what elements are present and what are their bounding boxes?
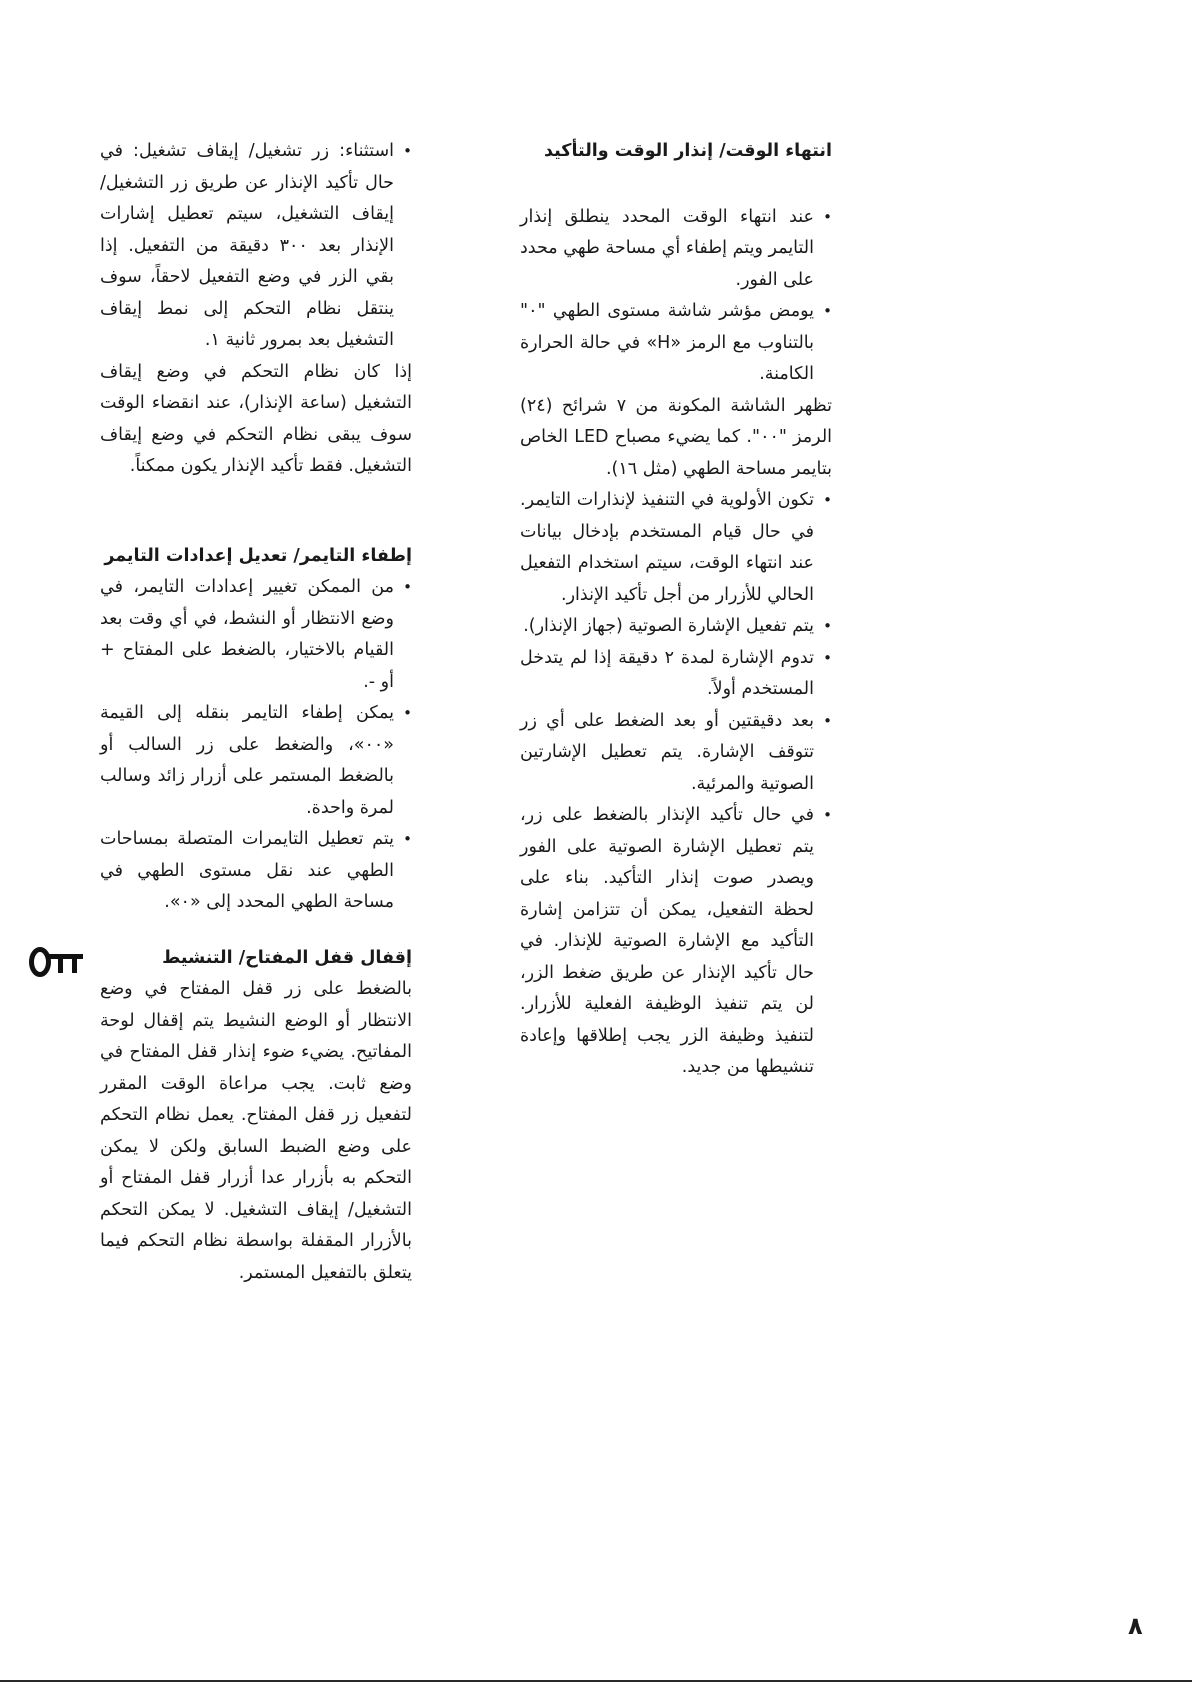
key-lock-paragraph: بالضغط على زر قفل المفتاح في وضع الانتظار أو الوضع النشيط يتم إقفال لوحة المفاتيح. يضيء ضوء إنذار قفل المفتاح في وضع ثابت. يجب مراعاة الوقت المقرر لتفعيل زر قفل المفتاح. يعمل نظام التحكم على وضع الضبط السابق ولكن لا يمكن التحكم به بأزرار عدا أزرار قفل المفتاح أو التشغيل/ إيقاف التشغيل. لا يمكن التحكم بالأزرار المقفلة بواسطة نظام التحكم فيما يتعلق بالتفعيل المستمر. bbox=[100, 979, 412, 1283]
list-item: • في حال تأكيد الإنذار بالضغط على زر، يتم تعطيل الإشارة الصوتية على الفور ويصدر صوت إنذار التأكيد. بناء على لحظة التفعيل، يمكن أن تتزامن إشارة التأكيد مع الإشارة الصوتية للإنذار. في حال تأكيد الإنذار عن طريق ضغط الزر، لن يتم تنفيذ الوظيفة الفعلية للأزرار. لتنفيذ وظيفة الزر يجب إطلاقها وإعادة تنشيطها من جديد. bbox=[520, 800, 814, 1084]
key-lock-section bbox=[100, 943, 412, 1290]
list-item: • يمكن إطفاء التايمر بنقله إلى القيمة «٠٠»، والضغط على زر السالب أو بالضغط المستمر على أزرار زائد وسالب لمرة واحدة. bbox=[100, 698, 394, 824]
section-title-timer-end: انتهاء الوقت/ إنذار الوقت والتأكيد bbox=[544, 141, 832, 161]
list-item: • من الممكن تغيير إعدادات التايمر، في وضع الانتظار أو النشط، في أي وقت بعد القيام بالاختيار، بالضغط على المفتاح + أو -. bbox=[100, 572, 394, 698]
key-icon bbox=[28, 945, 90, 979]
display-paragraph: تظهر الشاشة المكونة من ٧ شرائح (٢٤) الرمز "٠٠". كما يضيء مصباح LED الخاص بتايمر مساحة الطهي (مثل ١٦). bbox=[520, 395, 833, 479]
exception-bullets bbox=[100, 136, 412, 357]
exception-paragraph: إذا كان نظام التحكم في وضع إيقاف التشغيل (ساعة الإنذار)، عند انقضاء الوقت سوف يبقى نظام التحكم في وضع إيقاف التشغيل. فقط تأكيد الإنذار يكون ممكناً. bbox=[100, 361, 412, 476]
list-item: • يتم تفعيل الإشارة الصوتية (جهاز الإنذار). bbox=[520, 611, 814, 643]
timer-end-bullets-b bbox=[520, 485, 832, 1084]
section-title-timer-off: إطفاء التايمر/ تعديل إعدادات التايمر bbox=[104, 545, 412, 566]
bottom-rule bbox=[0, 1680, 1192, 1682]
page-number: ٨ bbox=[1128, 1612, 1143, 1640]
list-item: • تكون الأولوية في التنفيذ لإنذارات التايمر. في حال قيام المستخدم بإدخال بيانات عند انتهاء الوقت، سيتم استخدام التفعيل الحالي للأزرار من أجل تأكيد الإنذار. bbox=[520, 485, 814, 611]
timer-end-bullets-a bbox=[520, 202, 832, 391]
list-item: • عند انتهاء الوقت المحدد ينطلق إنذار التايمر ويتم إطفاء أي مساحة طهي محدد على الفور. bbox=[520, 202, 814, 297]
section-title-key-lock: إقفال قفل المفتاح/ التنشيط bbox=[162, 947, 412, 968]
list-item: • تدوم الإشارة لمدة ٢ دقيقة إذا لم يتدخل المستخدم أولاً. bbox=[520, 643, 814, 706]
right-column bbox=[520, 136, 832, 1084]
left-column bbox=[100, 136, 412, 1289]
list-item: • يومض مؤشر شاشة مستوى الطهي "٠" بالتناوب مع الرمز «H» في حالة الحرارة الكامنة. bbox=[520, 296, 814, 391]
list-item: • بعد دقيقتين أو بعد الضغط على أي زر تتوقف الإشارة. يتم تعطيل الإشارتين الصوتية والمرئية. bbox=[520, 706, 814, 801]
list-item: • يتم تعطيل التايمرات المتصلة بمساحات الطهي عند نقل مستوى الطهي في مساحة الطهي المحدد إلى «٠». bbox=[100, 824, 394, 919]
list-item: • استثناء: زر تشغيل/ إيقاف تشغيل: في حال تأكيد الإنذار عن طريق زر التشغيل/ إيقاف التشغيل، سيتم تعطيل إشارات الإنذار بعد ٣٠٠ دقيقة من التفعيل. إذا بقي الزر في وضع التفعيل لاحقاً، سوف ينتقل نظام التحكم إلى نمط إيقاف التشغيل بعد بمرور ثانية ١. bbox=[100, 136, 394, 357]
timer-off-bullets bbox=[100, 572, 412, 919]
